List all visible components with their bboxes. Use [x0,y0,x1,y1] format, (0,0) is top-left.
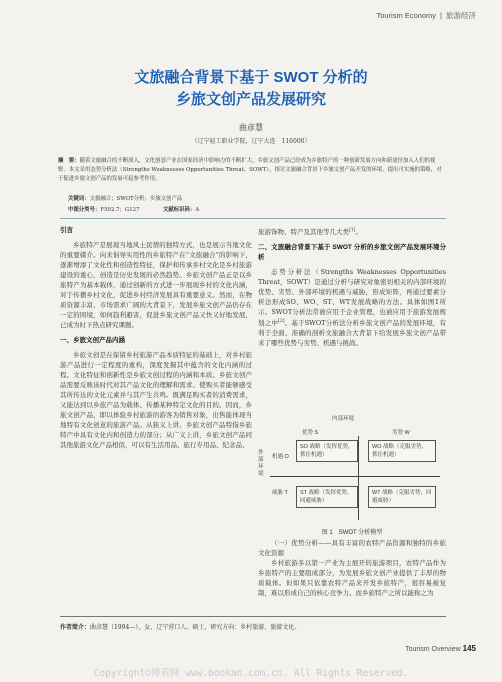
continued-end: 。 [355,228,362,237]
running-header [376,10,476,21]
keywords-text: 文旅融合；SWOT分析；乡旅文创产品 [89,196,183,202]
strength-label: 优势 S [302,430,319,436]
matrix-horizontal-axis [270,476,440,477]
external-env-label: 外部环境 [258,450,264,477]
footnote-text: 曲彦慧（1994—），女，辽宁营口人，硕士，研究方向：乡村旅游、旅游文化。 [90,624,301,631]
article-title-line2: 乡旅文创产品发展研究 [175,91,326,108]
section1-paragraph: 乡旅文创是在保留乡村旅游产品本质特征的基础上，对乡村旅游产品进行一定程度的重构，深度发掘其中蕴含的文化内涵的过程。文化特征和创新性是乡旅文创过程的内涵和本质。乡旅文创产品需要反映该时代对其产品文化的理解和需求。使购买者能够感受其所传达的文化元素并与其产生共鸣。既满足购买者的消费需求，又能达到以乡旅产品为载体、传播某种特定文化的目的。因而，乡旅文创产品，即以体验乡村旅游的游客为销售对象，出售能体现当地特有文化创意的旅游产品。从狭义上讲，乡旅文创产品特指乡旅特产中具有文化内和创造力的部分；从广义上讲，乡旅文创产品同其他旅游文化产品相似，可以有生活用品、旅行专用品、纪念品、 [60,351,252,449]
wt-strategy-box: WT 战略（克服劣势，回避威胁） [368,486,436,508]
intro-paragraph: 乡旅特产是展现当地风土民情的独特方式，也是展示当地文化的重要媒介。向来倡导实用性的乡旅特产在“文旅融合”的影响下，逐渐增添了文化性和创造性特征，保护和传承乡村文化是乡村旅游建设的重心，创造是历史发展的必然趋势。乡旅文创产品正是以乡旅特产为基本载体，通过创新的方式进一步展现乡村的文化内涵，对于传播乡村文化，促进乡村经济发展具有重要意义。然而，在物质资源丰富、市场需求广阔的大背景下，发展乡旅文创产品仍存在一定的困境，如何趋利避害，促进乡旅文创产品又快又好地发展，已成为时下热点研究课题。 [60,241,252,329]
weakness-label: 劣势 W [392,430,410,436]
keywords [68,194,182,202]
author-name: 曲彦慧 [239,123,263,132]
copyright-watermark: Copyright©博看网 www.bookan.com.cn. All Rights Reserved. [93,668,409,679]
internal-env-label: 内部环境 [332,416,355,422]
abstract-label: 摘 要： [58,158,80,164]
left-column [60,226,252,450]
st-strategy-box: ST 战略（发挥优势，回避威胁） [296,486,358,508]
citation-1: [1] [349,228,356,233]
keywords-label: 关键词： [68,196,90,202]
magazine-name: Tourism Overview [405,646,461,653]
section2-text-a: 态势分析法（Strengths Weaknesses Opportunities Threat，SOWT）是通过分析与研究对象密切相关的内部环境的优势、劣势、外部环境的机遇与威胁，形成矩阵，再通过要素分析法形成SO、WO、ST、WT发展战略的方法。具体如图1所示。SWOT分析法常被应用于企业管理，也被应用于旅游发展规划之中 [258,268,446,328]
doc-code: A [195,207,200,213]
continued-text: 旅游饰物、特产及其他等几大类 [258,228,349,237]
matrix-vertical-axis [358,436,359,520]
abstract [58,157,446,184]
citation-2: [2] [278,319,285,325]
right-column [258,226,446,348]
article-title-line1: 文旅融合背景下基于 SWOT 分析的 [134,69,368,86]
author-affiliation: （辽宁轻工职业学院，辽宁大连 116000） [191,138,311,145]
page-footer [405,644,476,653]
section2-paragraph [258,267,446,348]
journal-name-cn: 旅游经济 [446,11,476,20]
figure-caption: 图 1 SWOT 分析模型 [321,530,383,536]
classification-label: 中图分类号： [68,207,101,213]
abstract-divider [60,218,446,219]
journal-name-en: Tourism Economy [376,11,437,20]
opportunity-label: 机遇 O [272,454,289,460]
strength-paragraph: 乡村旅游多以第一产业为主展开的旅游项目，农特产品作为乡旅特产的主要组成部分，为发展乡旅文创产业提供了丰厚的物质载体。但如果只依靠农特产品来开发乡旅特产，很容易被复制，难以形成自己的核心竞争力。而乡旅特产之所以能称之为 [258,559,446,597]
continued-paragraph [258,226,446,237]
wo-strategy-box: WO 战略（克服劣势，抓住机遇） [368,440,436,462]
section1-heading: 一、乡旅文创产品内涵 [60,337,125,344]
swot-figure [258,414,446,524]
threat-label: 威胁 T [272,490,288,496]
footnote-divider [60,616,446,617]
right-column-continued [258,538,446,598]
so-strategy-box: SO 战略（发挥优势，抓住机遇） [296,440,358,462]
author-bio-footnote [60,622,446,631]
classification-line [68,205,199,213]
section2-heading: 二、文旅融合背景下基于 SWOT 分析的乡旅文创产品发展环境分析 [258,244,446,262]
section2-text-b: 。基于SWOT分析法分析乡旅文创产品的发展环境，有利于全面、准确的剖析文旅融合大背景下给发展乡旅文创产品带来了哪些优势与劣势、机遇与挑战。 [258,319,446,348]
strength-subheading: （一）优势分析——具有丰富的农特产品资源和独特的乡旅文化资源 [258,539,446,557]
abstract-text: 随着文旅融合的不断深入，文化创意产业在国家经济中影响力的不断扩大，乡旅文创产品已经成为乡旅特产的一种创新发展方向和新途径加入人们的视野。本文采用态势分析法（Strengths Weaknesses Opportunities Threat，SOWT），探讨文旅融合背景下乡旅文创产品开发的环境，提出可实施的策略，对于促进乡旅文创产品的发展可起参考作用。 [58,158,442,182]
header-separator: | [440,11,442,20]
footnote-label: 作者简介： [60,625,91,631]
classification-code: F592.7；G127 [100,207,140,213]
doc-code-label: 文献标识码： [162,207,196,213]
intro-heading: 引言 [60,227,73,234]
page-number: 145 [462,644,476,653]
